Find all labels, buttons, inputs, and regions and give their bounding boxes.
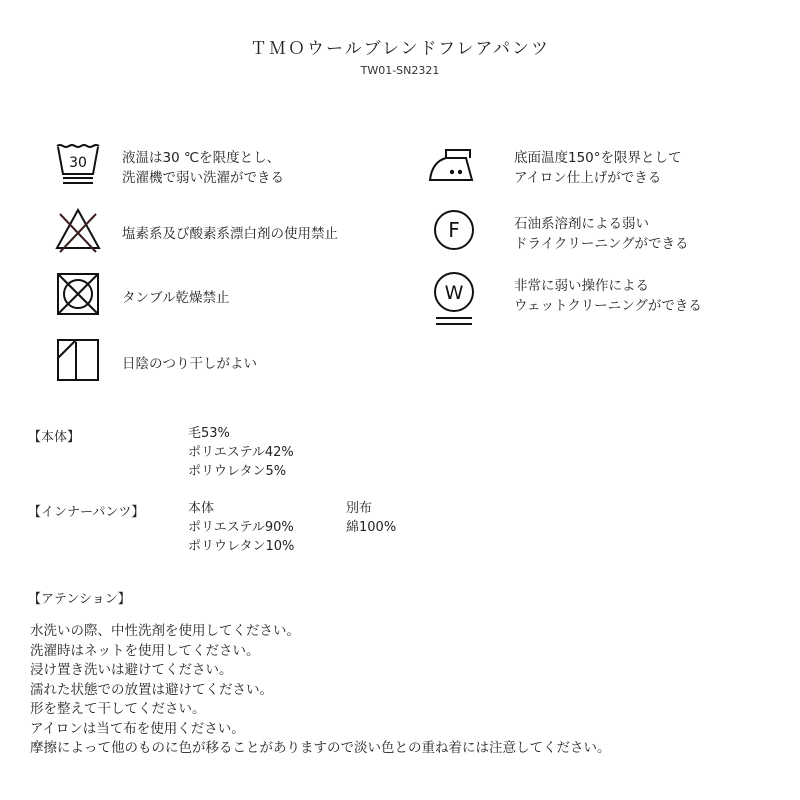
care-text-line: 日陰のつり干しがよい	[122, 356, 257, 372]
shade-line-dry-icon	[54, 336, 102, 384]
care-item-wetclean	[430, 270, 770, 332]
attention-line: アイロンは当て布を使用ください。	[30, 720, 245, 737]
wetclean-badge: W	[444, 282, 464, 304]
composition-line: 別布	[346, 501, 373, 516]
care-item-dryclean	[430, 206, 770, 266]
care-text-line: アイロン仕上げができる	[514, 170, 662, 186]
care-text-line: 非常に弱い操作による	[514, 278, 649, 294]
wash-tub-30-icon	[54, 140, 102, 188]
care-text-line: ドライクリーニングができる	[514, 236, 689, 252]
product-code: TW01-SN2321	[360, 64, 440, 77]
care-text-line: 石油系溶剤による弱い	[514, 216, 649, 232]
body-composition	[188, 424, 294, 481]
no-tumble-dry-icon	[54, 270, 102, 318]
composition-line: ポリウレタン10%	[188, 539, 295, 554]
care-text-line: 洗濯機で弱い洗濯ができる	[122, 170, 284, 186]
body-label: 【本体】	[28, 430, 81, 445]
attention-line: 水洗いの際、中性洗剤を使用してください。	[30, 623, 300, 639]
composition-line: 本体	[188, 501, 215, 516]
care-item-bleach	[54, 206, 394, 266]
attention-line: 濡れた状態での放置は避けてください。	[30, 681, 273, 698]
care-text-line: ウェットクリーニングができる	[514, 298, 702, 314]
care-text-line: 塩素系及び酸素系漂白剤の使用禁止	[122, 226, 338, 242]
composition-line: ポリエステル42%	[188, 445, 294, 460]
wash-temp-badge: 30	[69, 155, 87, 171]
care-text-line: タンブル乾燥禁止	[122, 290, 230, 306]
iron-medium-icon	[426, 140, 478, 188]
composition-line: 綿100%	[346, 520, 397, 535]
product-title: ＴＭＯウールブレンドフレアパンツ	[249, 39, 550, 59]
composition-line: ポリエステル90%	[188, 520, 294, 535]
care-item-wash	[54, 140, 394, 200]
attention-line: 浸け置き洗いは避けてください。	[30, 662, 233, 678]
attention-notes	[30, 622, 611, 759]
inner-main-composition	[188, 499, 294, 556]
no-bleach-icon	[54, 206, 102, 254]
care-item-dry	[54, 336, 394, 396]
care-text-line: 底面温度150°を限界として	[514, 150, 682, 166]
attention-line: 形を整えて干してください。	[30, 701, 206, 717]
attention-line: 洗濯時はネットを使用してください。	[30, 642, 260, 659]
attention-label: 【アテンション】	[28, 592, 131, 607]
wet-clean-w-icon	[430, 270, 478, 330]
care-item-iron	[426, 140, 766, 200]
composition-line: 毛53%	[188, 426, 230, 441]
care-item-tumble	[54, 270, 394, 330]
inner-other-composition	[346, 499, 396, 537]
attention-line: 摩擦によって他のものに色が移ることがありますので淡い色との重ね着には注意してください。	[30, 740, 611, 756]
dryclean-badge: F	[448, 218, 460, 242]
inner-label: 【インナーパンツ】	[28, 505, 145, 520]
composition-line: ポリウレタン5%	[188, 464, 287, 479]
care-text-line: 液温は30 ℃を限度とし、	[122, 150, 281, 166]
dry-clean-f-icon	[430, 206, 478, 254]
